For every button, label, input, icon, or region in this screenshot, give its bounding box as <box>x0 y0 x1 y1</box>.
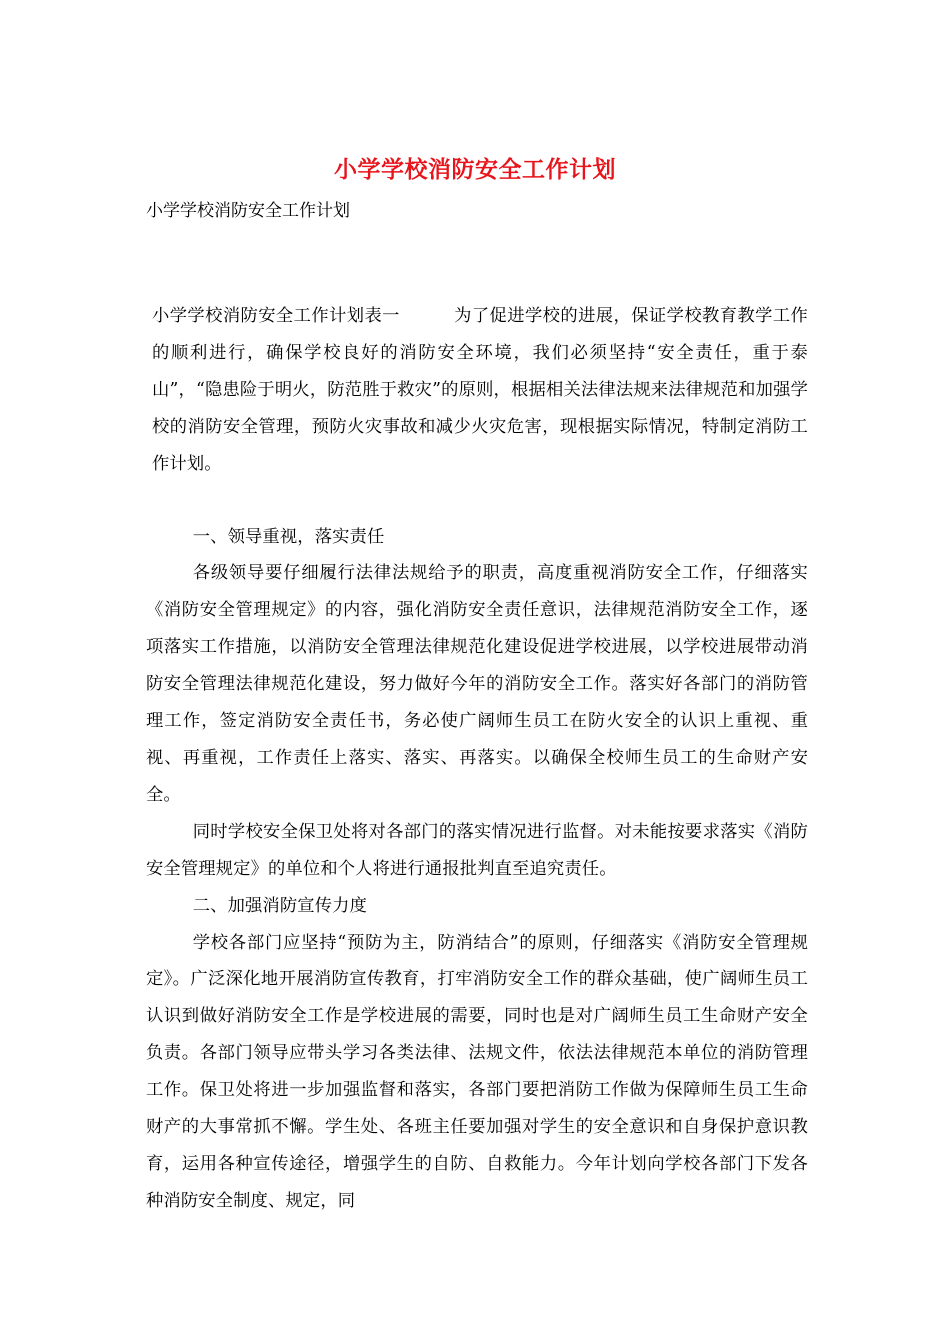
section1-paragraph-2: 同时学校安全保卫处将对各部门的落实情况进行监督。对未能按要求落实《消防安全管理规定》的单位和个人将进行通报批判直至追究责任。 <box>146 821 808 879</box>
section-heading-1: 一、领导重视，落实责任 <box>192 526 385 547</box>
section2-paragraph-1: 学校各部门应坚持“预防为主，防消结合”的原则，仔细落实《消防安全管理规定》。广泛深化地开展消防宣传教育，打牢消防安全工作的群众基础，使广阔师生员工认识到做好消防安全工作是学校进展的需要，同时也是对广阔师生员工生命财产安全负责。各部门领导应带头学习各类法律、法规文件，依法法律规范本单位的消防管理工作。保卫处将进一步加强监督和落实，各部门要把消防工作做为保障师生员工生命财产的大事常抓不懈。学生处、各班主任要加强对学生的安全意识和自身保护意识教育，运用各种宣传途径，增强学生的自防、自救能力。今年计划向学校各部门下发各种消防安全制度、规定，同 <box>146 932 808 1211</box>
intro-text: 为了促进学校的进展，保证学校教育教学工作的顺利进行，确保学校良好的消防安全环境，我们必须坚持“安全责任，重于泰山”，“隐患险于明火，防范胜于救灾”的原则，根据相关法律法规来法律规范和加强学校的消防安全管理，预防火灾事故和减少火灾危害，现根据实际情况，特制定消防工作计划。 <box>152 306 808 474</box>
section1-paragraph-1: 各级领导要仔细履行法律法规给予的职责，高度重视消防安全工作，仔细落实《消防安全管理规定》的内容，强化消防安全责任意识，法律规范消防安全工作，逐项落实工作措施，以消防安全管理法律规范化建设促进学校进展，以学校进展带动消防安全管理法律规范化建设，努力做好今年的消防安全工作。落实好各部门的消防管理工作，签定消防安全责任书，务必使广阔师生员工在防火安全的认识上重视、重视、再重视，工作责任上落实、落实、再落实。以确保全校师生员工的生命财产安全。 <box>146 563 808 805</box>
document-title: 小学学校消防安全工作计划 <box>334 156 616 183</box>
section-heading-2: 二、加强消防宣传力度 <box>192 895 368 916</box>
intro-paragraph <box>146 298 808 483</box>
document-subtitle: 小学学校消防安全工作计划 <box>146 201 350 221</box>
paragraph-spacer <box>146 483 808 519</box>
intro-label: 小学学校消防安全工作计划表一 <box>152 306 400 326</box>
document-body <box>146 298 808 1220</box>
